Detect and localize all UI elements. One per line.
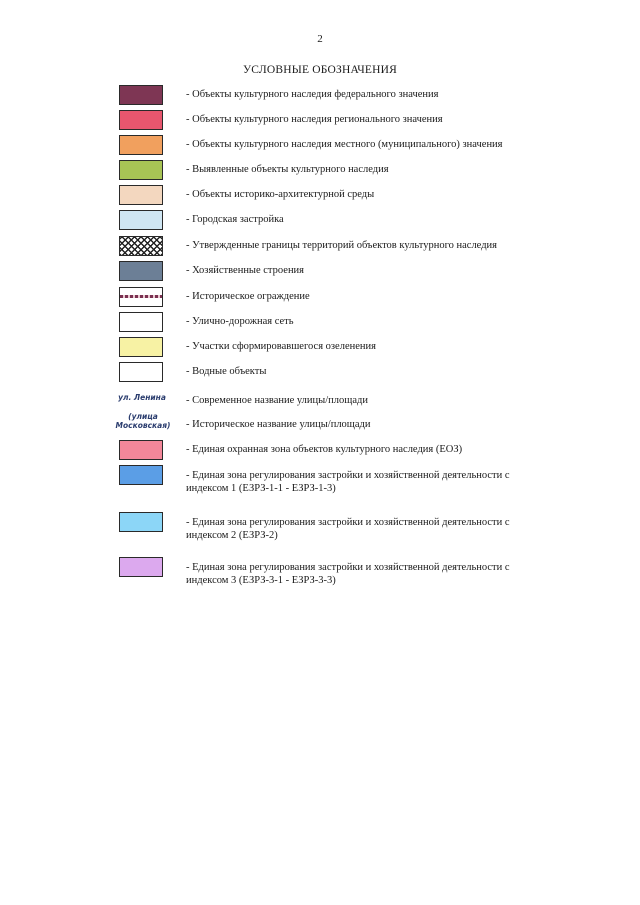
legend-description: - Единая зона регулирования застройки и хозяйственной деятельности с индексом 2 (ЕЗРЗ-2) [186,517,510,541]
legend-description: - Участки сформировавшегося озеленения [186,341,376,352]
legend-description: - Водные объекты [186,366,267,377]
color-swatch [119,160,163,180]
legend-description: - Улично-дорожная сеть [186,316,294,327]
legend-description: - Утвержденные границы территорий объектов культурного наследия [186,240,497,251]
color-swatch [119,85,163,105]
legend-title: УСЛОВНЫЕ ОБОЗНАЧЕНИЯ [242,64,398,76]
legend-description: - Историческое название улицы/площади [186,419,371,430]
legend-description: - Объекты историко-архитектурной среды [186,189,375,200]
fence-swatch [119,287,163,307]
color-swatch [119,210,163,230]
legend-description: - Современное название улицы/площади [186,395,368,406]
legend-description: - Единая зона регулирования застройки и хозяйственной деятельности с индексом 1 (ЕЗРЗ-1-1 - ЕЗРЗ-1-3) [186,470,510,494]
legend-description: - Хозяйственные строения [186,265,305,276]
color-swatch [119,362,163,382]
color-swatch [119,512,163,532]
legend-description: - Историческое ограждение [186,291,310,302]
page-number: 2 [317,33,323,45]
legend-description: - Объекты культурного наследия регионального значения [186,114,443,125]
color-swatch [119,440,163,460]
color-swatch [119,465,163,485]
color-swatch [119,557,163,577]
legend-description: - Объекты культурного наследия местного (муниципального) значения [186,139,503,150]
color-swatch [119,185,163,205]
legend-description: - Объекты культурного наследия федерального значения [186,89,439,100]
legend-description: - Единая охранная зона объектов культурного наследия (ЕОЗ) [186,444,463,455]
color-swatch [119,110,163,130]
modern-street-name-sample: ул. Ленина [118,393,166,402]
color-swatch [119,337,163,357]
color-swatch [119,261,163,281]
hatch-swatch [119,236,163,256]
legend-description: - Единая зона регулирования застройки и хозяйственной деятельности с индексом 3 (ЕЗРЗ-3-1 - ЕЗРЗ-3-3) [186,562,510,586]
legend-description: - Выявленные объекты культурного наследия [186,164,389,175]
legend-description: - Городская застройка [186,214,284,225]
historic-street-name-sample: (улица Московская) [115,412,171,430]
color-swatch [119,135,163,155]
color-swatch [119,312,163,332]
